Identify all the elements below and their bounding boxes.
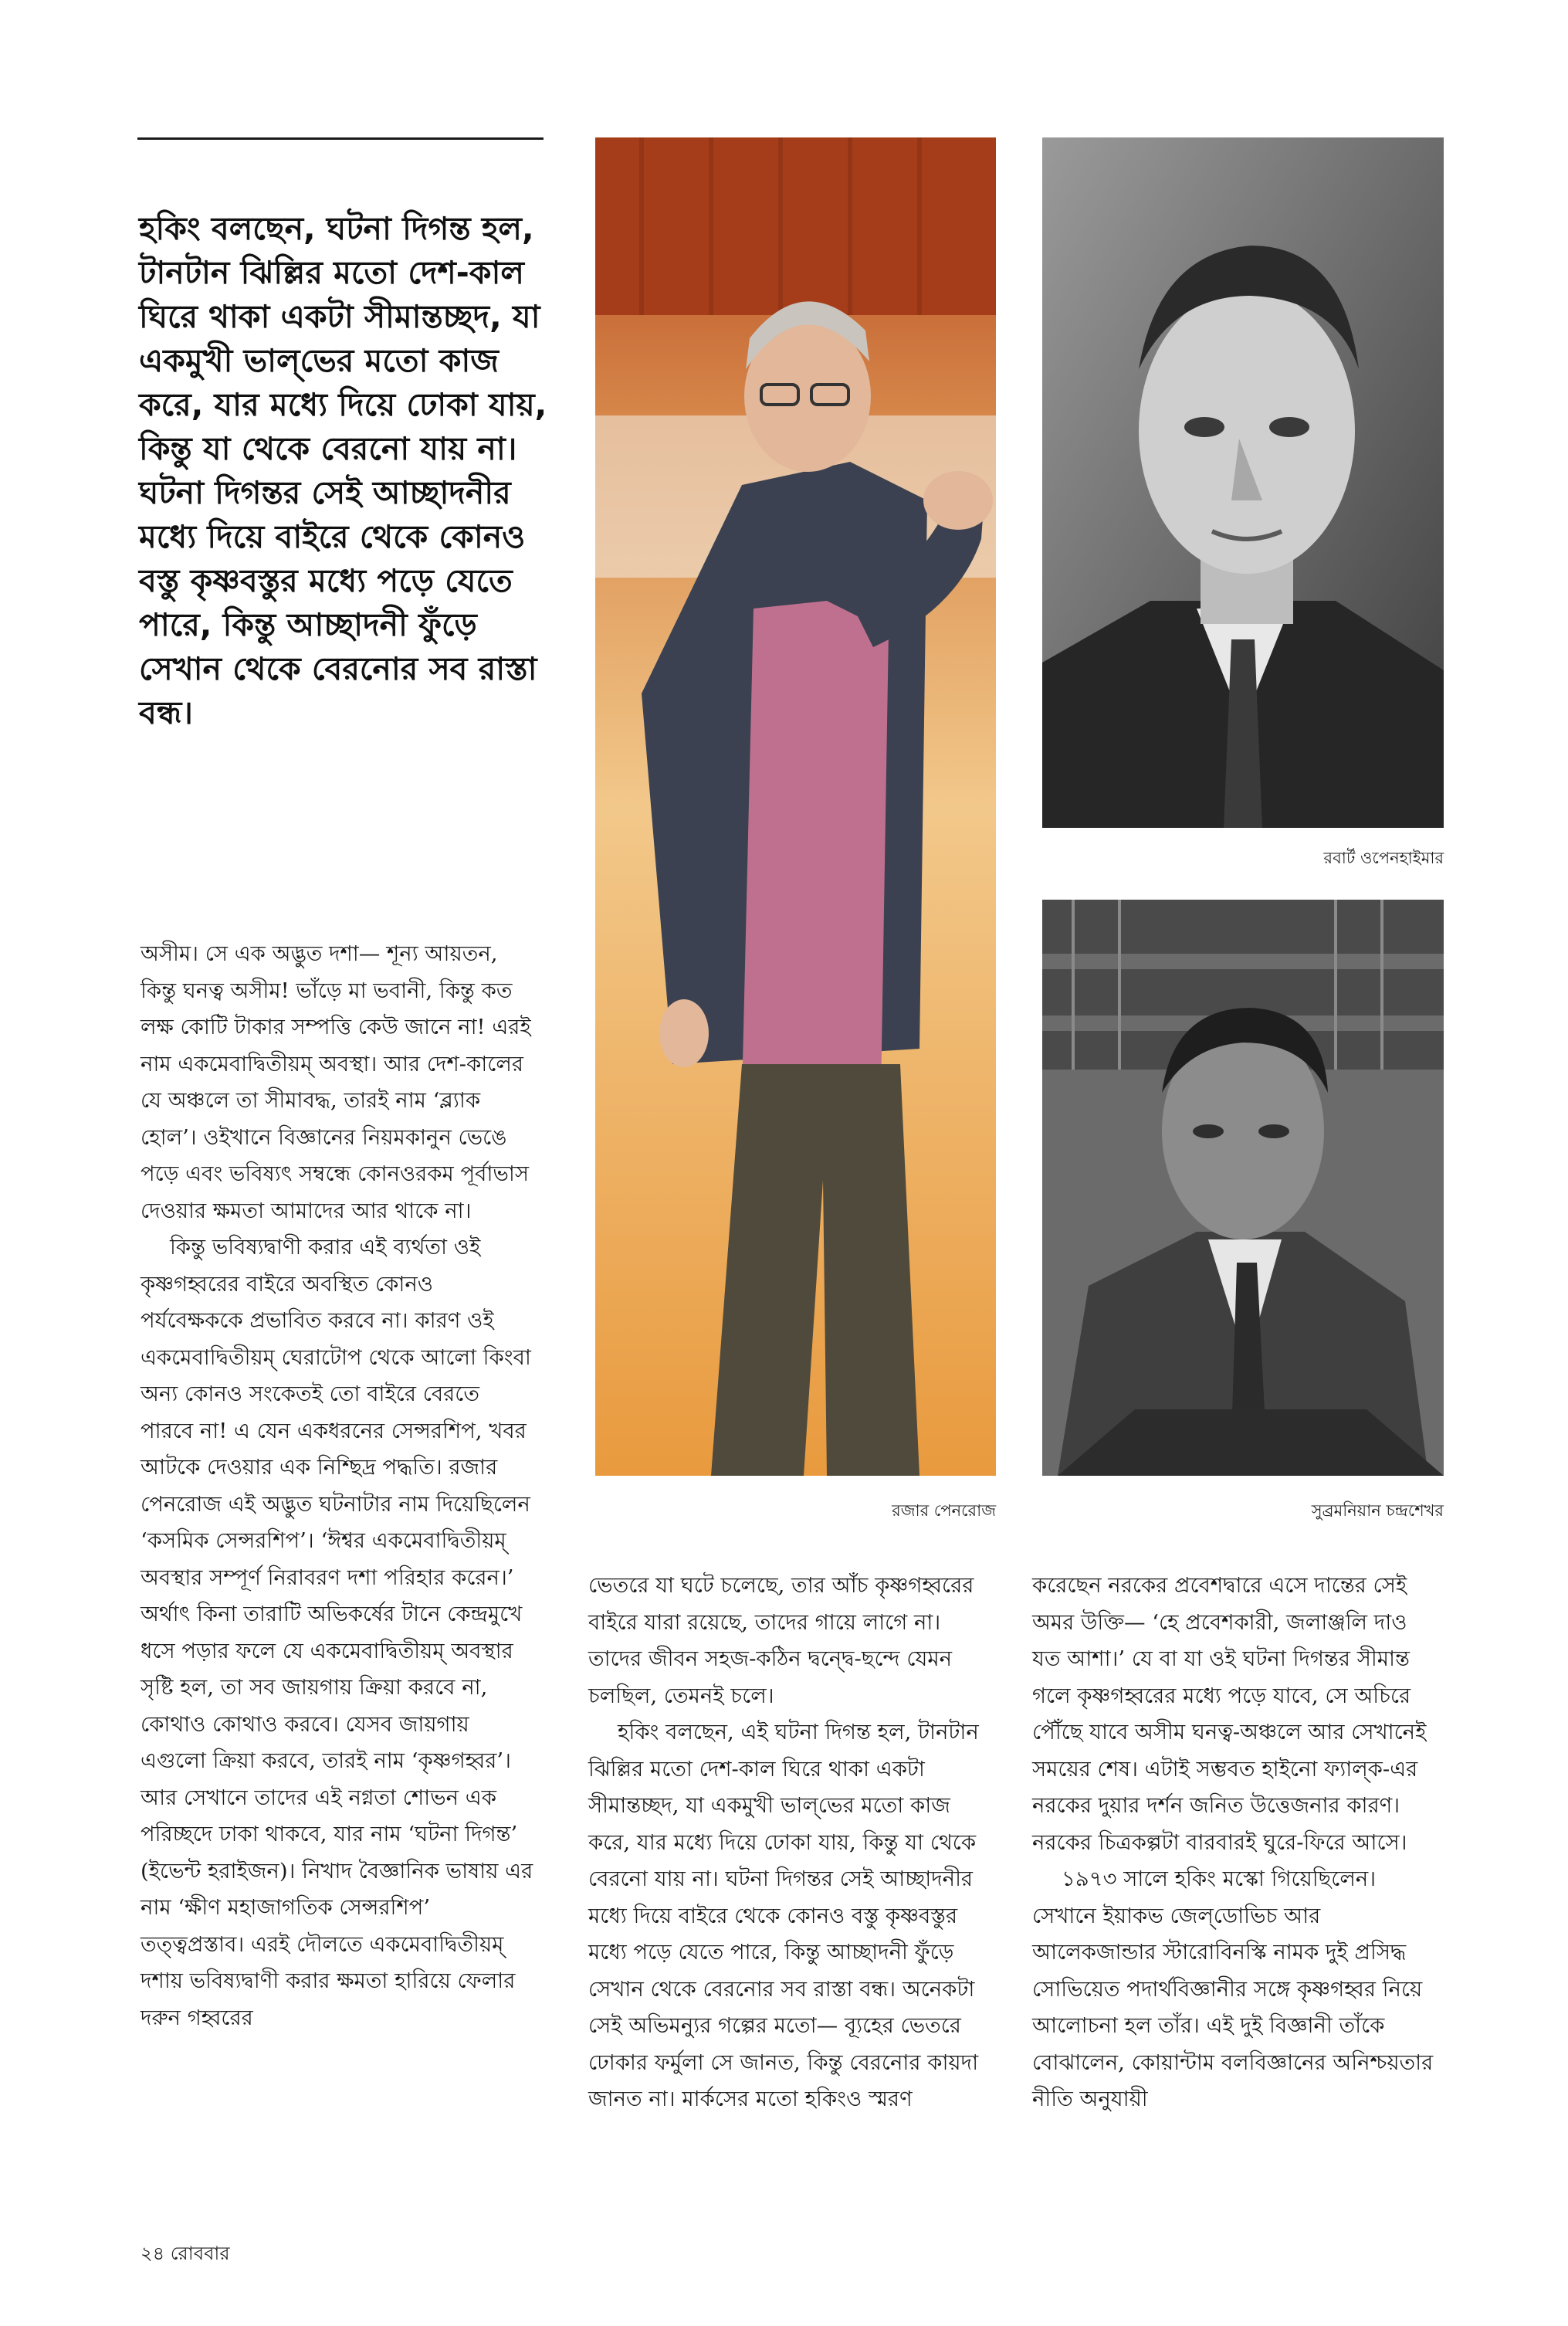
oppenheimer-photo (1042, 137, 1444, 828)
oppenheimer-caption: রবার্ট ওপেনহাইমার (1323, 849, 1444, 867)
body-column-2 (588, 1568, 982, 2118)
penrose-photo (595, 137, 996, 1476)
penrose-caption: রজার পেনরোজ (892, 1501, 996, 1520)
paragraph: অসীম। সে এক অদ্ভুত দশা— শূন্য আয়তন, কিন্তু ঘনত্ব অসীম! ভাঁড়ে মা ভবানী, কিন্তু কত লক্ষ কোটি টাকার সম্পত্তি কেউ জানে না! এরই নাম একমেবাদ্বিতীয়ম্ অবস্থা। আর দেশ-কালের যে অঞ্চলে তা সীমাবদ্ধ, তারই নাম ‘ব্ল্যাক হোল’। ওইখানে বিজ্ঞানের নিয়মকানুন ভেঙে পড়ে এবং ভবিষ্যৎ সম্বন্ধে কোনওরকম পূর্বাভাস দেওয়ার ক্ষমতা আমাদের আর থাকে না। (141, 941, 531, 1223)
page-folio: ২৪ রোববার (141, 2243, 230, 2264)
paragraph: ভেতরে যা ঘটে চলেছে, তার আঁচ কৃষ্ণগহ্বরের বাইরে যারা রয়েছে, তাদের গায়ে লাগে না। তাদের জীবন সহজ-কঠিন দ্বন্দ্বে-ছন্দে যেমন চলছিল, তেমনই চলে। (588, 1573, 974, 1708)
body-column-3 (1032, 1568, 1434, 2118)
paragraph: ১৯৭৩ সালে হকিং মস্কো গিয়েছিলেন। সেখানে ইয়াকভ জেল্‌ডোভিচ আর আলেকজান্ডার স্টারোবিনস্কি নামক দুই প্রসিদ্ধ সোভিয়েত পদার্থবিজ্ঞানীর সঙ্গে কৃষ্ণগহ্বর নিয়ে আলোচনা হল তাঁর। এই দুই বিজ্ঞানী তাঁকে বোঝালেন, কোয়ান্টাম বলবিজ্ঞানের অনিশ্চয়তার নীতি অনুযায়ী (1032, 1867, 1434, 2111)
pull-quote: হকিং বলছেন, ঘটনা দিগন্ত হল, টানটান ঝিল্লির মতো দেশ-কাল ঘিরে থাকা একটা সীমান্তচ্ছদ, যা একমুখী ভাল্‌ভের মতো কাজ করে, যার মধ্যে দিয়ে ঢোকা যায়, কিন্তু যা থেকে বেরনো যায় না। ঘটনা দিগন্তর সেই আচ্ছাদনীর মধ্যে দিয়ে বাইরে থেকে কোনও বস্তু কৃষ্ণবস্তুর মধ্যে পড়ে যেতে পারে, কিন্তু আচ্ছাদনী ফুঁড়ে সেখান থেকে বেরনোর সব রাস্তা বন্ধ। (139, 210, 547, 731)
body-column-1 (141, 936, 538, 2036)
paragraph: কিন্তু ভবিষ্যদ্বাণী করার এই ব্যর্থতা ওই কৃষ্ণগহ্বরের বাইরে অবস্থিত কোনও পর্যবেক্ষককে প্রভাবিত করবে না। কারণ ওই একমেবাদ্বিতীয়ম্ ঘেরাটোপ থেকে আলো কিংবা অন্য কোনও সংকেতই তো বাইরে বেরতে পারবে না! এ যেন একধরনের সেন্সরশিপ, খবর আটকে দেওয়ার এক নিশ্ছিদ্র পদ্ধতি। রজার পেনরোজ এই অদ্ভুত ঘটনাটার নাম দিয়েছিলেন ‘কসমিক সেন্সরশিপ’। ‘ঈশ্বর একমেবাদ্বিতীয়ম্ অবস্থার সম্পূর্ণ নিরাবরণ দশা পরিহার করেন।’ অর্থাৎ কিনা তারাটি অভিকর্ষের টানে কেন্দ্রমুখে ধসে পড়ার ফলে যে একমেবাদ্বিতীয়ম্ অবস্থার সৃষ্টি হল, তা সব জায়গায় ক্রিয়া করবে না, কোথাও কোথাও করবে। যেসব জায়গায় এগুলো ক্রিয়া করবে, তারই নাম ‘কৃষ্ণগহ্বর’। আর সেখানে তাদের এই নগ্নতা শোভন এক পরিচ্ছদে ঢাকা থাকবে, যার নাম ‘ঘটনা দিগন্ত’ (ইভেন্ট হরাইজন)। নিখাদ বৈজ্ঞানিক ভাষায় এর নাম ‘ক্ষীণ মহাজাগতিক সেন্সরশিপ’ তত্ত্বপ্রস্তাব। এরই দৌলতে একমেবাদ্বিতীয়ম্ দশায় ভবিষ্যদ্বাণী করার ক্ষমতা হারিয়ে ফেলার দরুন গহ্বরের (141, 1235, 533, 2030)
chandrasekhar-caption: সুব্রমনিয়ান চন্দ্রশেখর (1311, 1501, 1444, 1520)
paragraph: করেছেন নরকের প্রবেশদ্বারে এসে দান্তের সেই অমর উক্তি— ‘হে প্রবেশকারী, জলাঞ্জলি দাও যত আশা।’ যে বা যা ওই ঘটনা দিগন্তর সীমান্ত গলে কৃষ্ণগহ্বরের মধ্যে পড়ে যাবে, সে অচিরে পৌঁছে যাবে অসীম ঘনত্ব-অঞ্চলে আর সেখানেই সময়ের শেষ। এটাই সম্ভবত হাইনো ফ্যাল্‌ক-এর নরকের দুয়ার দর্শন জনিত উত্তেজনার কারণ। নরকের চিত্রকল্পটা বারবারই ঘুরে-ফিরে আসে। (1032, 1573, 1427, 1855)
top-rule (137, 137, 544, 140)
paragraph: হকিং বলছেন, এই ঘটনা দিগন্ত হল, টানটান ঝিল্লির মতো দেশ-কাল ঘিরে থাকা একটা সীমান্তচ্ছদ, যা একমুখী ভাল্‌ভের মতো কাজ করে, যার মধ্যে দিয়ে ঢোকা যায়, কিন্তু যা থেকে বেরনো যায় না। ঘটনা দিগন্তর সেই আচ্ছাদনীর মধ্যে দিয়ে বাইরে থেকে কোনও বস্তু কৃষ্ণবস্তুর মধ্যে পড়ে যেতে পারে, কিন্তু আচ্ছাদনী ফুঁড়ে সেখান থেকে বেরনোর সব রাস্তা বন্ধ। অনেকটা সেই অভিমন্যুর গল্পের মতো— ব্যূহের ভেতরে ঢোকার ফর্মুলা সে জানত, কিন্তু বেরনোর কায়দা জানত না। মার্কসের মতো হকিংও স্মরণ (588, 1720, 979, 2111)
chandrasekhar-photo (1042, 900, 1444, 1476)
